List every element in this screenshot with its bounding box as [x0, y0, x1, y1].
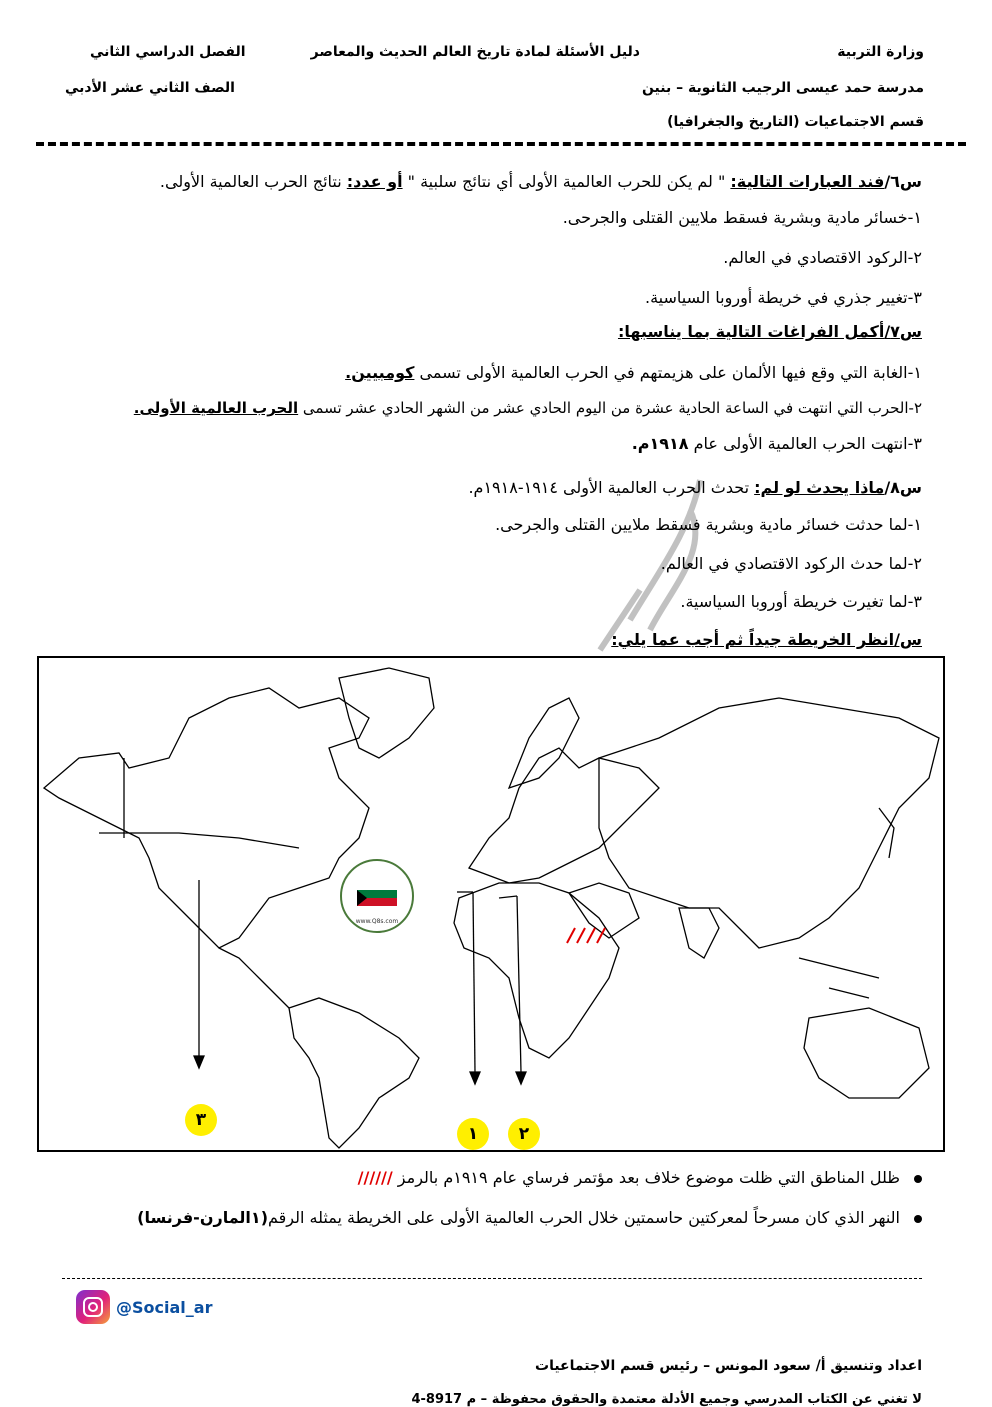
q7-item-2-answer: الحرب العالمية الأولى.	[133, 399, 299, 417]
bullet-2	[137, 1208, 922, 1227]
q6-rest: نتائج الحرب العالمية الأولى.	[159, 172, 347, 191]
q7-number: س٧/	[884, 322, 922, 341]
site-logo	[341, 860, 413, 932]
q8-answer-1: ١-لما حدثت خسائر مادية وبشرية فسقط ملايين القتلى والجرحى.	[495, 515, 922, 534]
footer-note: لا تغني عن الكتاب المدرسي وجميع الأدلة معتمدة والحقوق محفوظة – م 8917-4	[411, 1392, 922, 1407]
q6-answer-2: ٢-الركود الاقتصادي في العالم.	[723, 248, 922, 267]
q7-item-1-answer: كومبيين.	[345, 363, 415, 382]
q7-item-1	[345, 363, 922, 382]
q7-item-2	[134, 399, 922, 417]
q8-label: ماذا يحدث لو لم:	[754, 478, 885, 497]
bullet-dot-2	[914, 1215, 922, 1223]
bullet-1-text: ظلل المناطق التي ظلت موضوع خلاف بعد مؤتمر فرساي عام ١٩١٩م بالرمز	[392, 1168, 900, 1187]
bullet-2-answer: (١المارن-فرنسا)	[137, 1208, 268, 1227]
instagram-handle-text: @Social_ar	[116, 1297, 213, 1317]
q6-question	[160, 172, 922, 191]
q8-number: س٨/	[884, 478, 922, 497]
hatch-symbol: //////	[357, 1168, 393, 1187]
q8-answer-2: ٢-لما حدث الركود الاقتصادي في العالم.	[660, 554, 922, 573]
q6-answer-3: ٣-تغيير جذري في خريطة أوروبا السياسية.	[645, 288, 922, 307]
q6-answer-1: ١-خسائر مادية وبشرية فسقط ملايين القتلى والجرحى.	[562, 208, 922, 227]
logo-url-text: www.Q8s.com	[355, 918, 399, 925]
map-marker-1: ١	[457, 1118, 489, 1150]
q6-statement: " لم يكن للحرب العالمية الأولى أي نتائج سلبية "	[402, 172, 731, 191]
semester-label: الفصل الدراسي الثاني	[90, 44, 246, 60]
q6-or-label: أو عدد:	[346, 172, 403, 191]
footer-divider	[62, 1278, 922, 1279]
footer-author: اعداد وتنسيق أ/ سعود المونس – رئيس قسم الاجتماعيات	[535, 1358, 922, 1374]
q7-item-3	[632, 434, 922, 453]
world-map	[37, 656, 945, 1152]
q7-label: أكمل الفراغات التالية بما يناسبها:	[617, 322, 885, 341]
guide-title: دليل الأسئلة لمادة تاريخ العالم الحديث والمعاصر	[310, 44, 640, 60]
q8-answer-3: ٣-لما تغيرت خريطة أوروبا السياسية.	[680, 592, 922, 611]
grade-label: الصف الثاني عشر الأدبي	[65, 80, 235, 96]
bullet-1	[358, 1168, 922, 1187]
department-label: قسم الاجتماعيات (التاريخ والجغرافيا)	[667, 114, 924, 130]
q6-number: س٦/	[884, 172, 922, 191]
instagram-icon	[76, 1290, 110, 1324]
q7-question	[618, 322, 922, 341]
bullet-dot-1	[914, 1175, 922, 1183]
q6-label: فند العبارات التالية:	[730, 172, 885, 191]
map-question-label: س/انظر الخريطة جيداً ثم أجب عما يلي:	[611, 630, 922, 649]
school-name: مدرسة حمد عيسى الرجيب الثانوية – بنين	[641, 80, 924, 96]
map-marker-2: ٢	[508, 1118, 540, 1150]
instagram-handle[interactable]	[76, 1290, 212, 1324]
world-map-outline	[39, 658, 943, 1150]
bullet-2-text: النهر الذي كان مسرحاً لمعركتين حاسمتين خلال الحرب العالمية الأولى على الخريطة يمثله الرقم	[268, 1208, 900, 1227]
q8-rest: تحدث الحرب العالمية الأولى ١٩١٤-١٩١٨م.	[468, 478, 755, 497]
q8-question	[468, 478, 922, 497]
q7-item-2-text: ٢-الحرب التي انتهت في الساعة الحادية عشرة من اليوم الحادي عشر من الشهر الحادي عشر تسمى	[298, 399, 922, 417]
q7-item-3-text: ٣-انتهت الحرب العالمية الأولى عام	[688, 434, 922, 453]
map-marker-3: ٣	[185, 1104, 217, 1136]
q7-item-1-text: ١-الغابة التي وقع فيها الألمان على هزيمتهم في الحرب العالمية الأولى تسمى	[414, 363, 922, 382]
q7-item-3-answer: ١٩١٨م.	[631, 434, 689, 453]
header-divider	[36, 142, 966, 146]
ministry-label: وزارة التربية	[837, 44, 924, 60]
